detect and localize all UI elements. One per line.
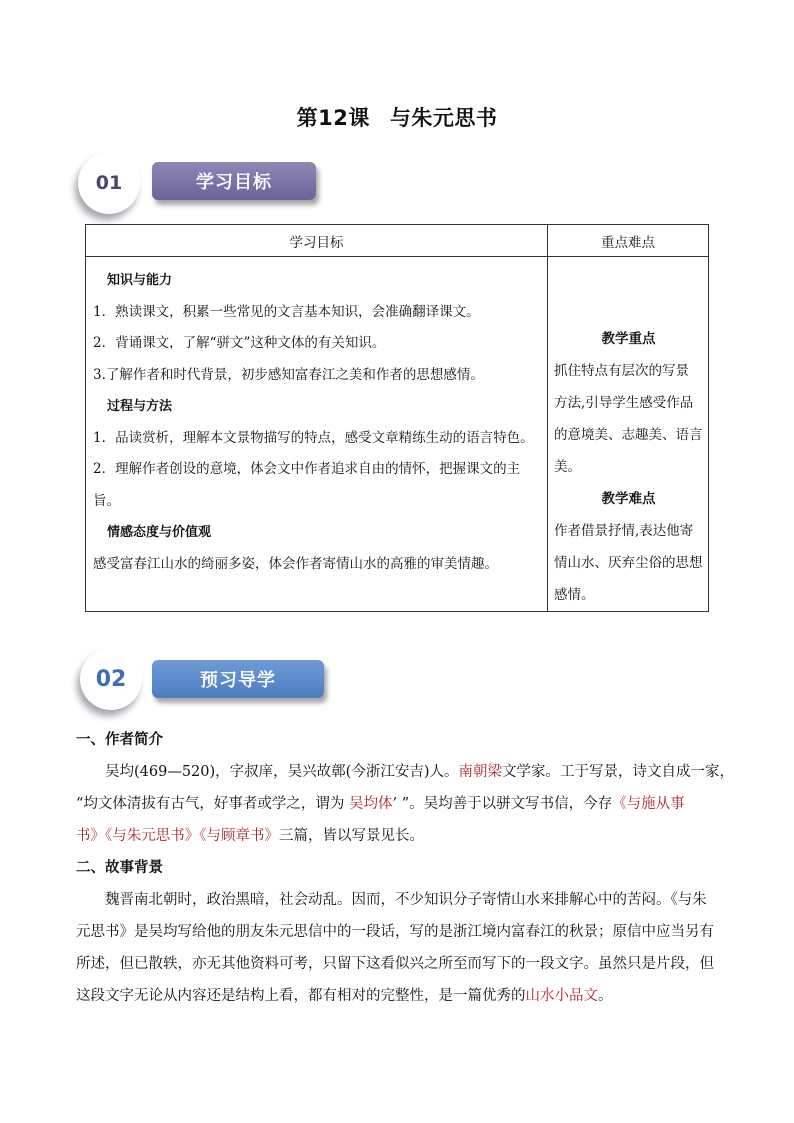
author-paragraph [76,756,734,852]
key-line: 作者借景抒情,表达他寄 [554,523,694,539]
author-line-2: “均文体清拔有古气，好事者或学之，谓为 吴均体’ ”。吴均善于以骈文写书信，今存《与施从事 [76,796,685,812]
highlight-works: 书》《与朱元思书》《与顾章书》 [76,828,279,844]
goal-line: 感受富春江山水的绮丽多姿，体会作者寄情山水的高雅的审美情趣。 [93,555,498,572]
key-category: 教学重点 [601,331,656,347]
background-paragraph [76,884,726,1012]
goal-line: 3.了解作者和时代背景，初步感知富春江之美和作者的思想感情。 [93,366,484,383]
lesson-number: 第12课 [296,106,370,130]
background-line-3: 所述，但已散轶，亦无其他资料可考，只留下这看似兴之所至而写下的一段文字。虽然只是片段，但 [76,956,714,972]
page-title [0,102,794,132]
background-heading: 二、故事背景 [76,860,163,876]
author-line-3: 书》《与朱元思书》《与顾章书》三篇，皆以写景见长。 [76,828,424,844]
goal-line: 2．背诵课文，了解“骈文”这种文体的有关知识。 [93,335,386,351]
section-2-label: 预习导学 [152,660,324,698]
background-line-1: 魏晋南北朝时，政治黑暗，社会动乱。因而，不少知识分子寄情山水来排解心中的苦闷。《与朱 [105,892,707,908]
goal-line: 2．理解作者创设的意境，体会文中作者追求自由的情怀，把握课文的主 [93,461,521,477]
key-line: 方法,引导学生感受作品 [554,395,694,411]
key-points-cell [548,257,709,612]
key-line: 感情。 [554,587,595,603]
background-line-4: 这段文字无论从内容还是结构上看，都有相对的完整性，是一篇优秀的山水小品文。 [76,988,613,1004]
goal-category: 过程与方法 [107,399,173,414]
highlight-dynasty: 南朝梁 [458,764,502,780]
section-1-number: 01 [78,152,140,214]
author-heading: 一、作者简介 [76,732,163,748]
goal-category: 情感态度与价值观 [107,525,212,540]
background-line-2: 元思书》是吴均写给他的朋友朱元思信中的一段话，写的是浙江境内富春江的秋景；原信中应当另有 [76,924,714,940]
highlight-genre: 山水小品文 [525,988,598,1004]
table-header-key: 重点难点 [548,225,709,257]
lesson-name: 与朱元思书 [389,106,498,130]
table-header-goals: 学习目标 [86,225,548,257]
key-line: 抓住特点有层次的写景 [554,363,689,379]
key-line: 的意境美、志趣美、语言 [554,427,703,443]
key-line: 情山水、厌弃尘俗的思想 [554,555,703,571]
author-line-1: 吴均(469—520)，字叔庠，吴兴故鄣(今浙江安吉)人。南朝梁文学家。工于写景，诗文自成一家， [105,764,734,780]
goals-cell [86,257,548,612]
section-2-number: 02 [80,648,142,710]
key-category: 教学难点 [601,491,656,507]
highlight-work-1: 《与施从事 [612,796,685,812]
goal-line: 1．品读赏析，理解本文景物描写的特点，感受文章精练生动的语言特色。 [93,429,534,446]
goals-table [85,224,709,612]
goal-category: 知识与能力 [107,273,173,288]
goal-line: 旨。 [93,492,120,509]
highlight-style: 吴均体 [349,796,393,812]
goal-line: 1．熟读课文，积累一些常见的文言基本知识，会准确翻译课文。 [93,303,480,320]
section-1-label: 学习目标 [152,162,316,200]
key-line: 美。 [554,459,581,475]
